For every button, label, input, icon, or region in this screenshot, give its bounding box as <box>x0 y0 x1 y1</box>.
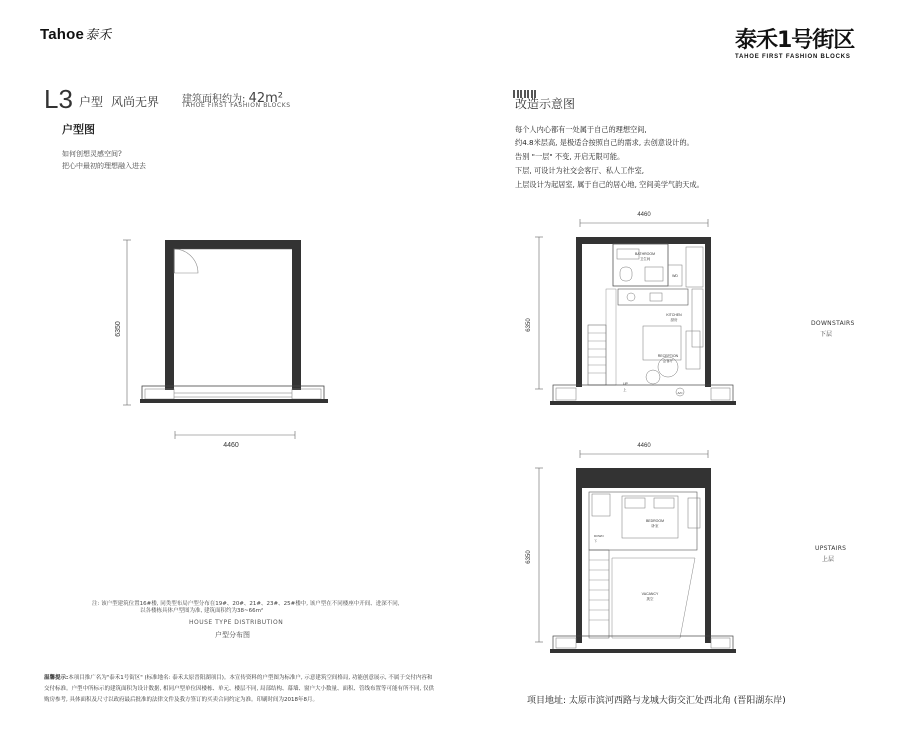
disclaimer-text: 本项目推广名为"泰禾1号街区" (标准地名: 泰禾太原晋阳湖项目)。本宣传资料的户型图为标准户, 示意建筑空间格局, 功能创意展示, 不属于交付内容和交付标准。户型中所标示的建筑面积为设计数据, 相同户型单位因楼栋、单元、楼层不同, 局部结构、幕墙、窗户大小数量、面积、管线布置等可能有所不同, 仅供购房参考, 具体面积及尺寸以政府最后批准的法律文件及我方签订的买卖合同约定为准。印刷时间为2018年8月。 <box>44 675 434 703</box>
reception-label-cn: 会客厅 <box>662 359 674 363</box>
kitchen-label-cn: 厨房 <box>670 318 678 322</box>
brand-cn: 泰禾 <box>85 28 112 43</box>
up-label-cn: 上 <box>623 388 627 392</box>
project-logo-cn: 泰禾1号街区 <box>735 28 855 53</box>
bathroom-label-cn: 卫生间 <box>639 257 651 261</box>
distribution-title-en: HOUSE TYPE DISTRIBUTION <box>189 619 284 626</box>
down-label-cn: 下 <box>594 539 598 543</box>
downstairs-floor-plan <box>510 205 740 420</box>
vacancy-label-en: VACANCY <box>641 592 659 596</box>
downstairs-label-cn: 下层 <box>820 331 833 338</box>
renovation-desc-3: 告别 "一层" 不变, 开启无限可能。 <box>515 152 625 161</box>
upstairs-floor-plan <box>510 432 740 657</box>
poem-line-2: 把心中最初的理想融入进去 <box>62 162 146 170</box>
distribution-note-1: 注: 该户型建筑位置16#楼, 同类型布局户型分布在19#、20#、21#、23#、25#楼中, 该户型在不同楼座中开间、进深不同, <box>92 601 400 607</box>
renovation-desc-2: 约4.8米层高, 是极适合按照自己的需求, 去创意设计的。 <box>515 138 694 147</box>
downstairs-label-en: DOWNSTAIRS <box>811 320 855 327</box>
disclaimer <box>44 673 434 706</box>
kitchen-label-en: KITCHEN <box>666 313 682 317</box>
project-subtitle-en: TAHOE FIRST FASHION BLOCKS <box>182 102 291 109</box>
renovation-desc-4: 下层, 可设计为社交会客厅、私人工作室, <box>515 166 645 175</box>
wd-label: WD <box>672 274 678 278</box>
upstairs-label-en: UPSTAIRS <box>815 545 847 552</box>
ac-label: A/C <box>677 391 683 395</box>
reception-label-en: RECEPTION <box>657 354 679 358</box>
plan-title: 户型图 <box>62 123 95 136</box>
bathroom-label-en: BATHROOM <box>635 252 655 256</box>
renovation-desc-1: 每个人内心都有一处属于自己的理想空间, <box>515 125 647 134</box>
up-label-en: UP <box>623 382 628 386</box>
renovation-title: 改造示意图 <box>515 97 576 111</box>
upstairs-label-cn: 上层 <box>822 556 835 563</box>
downstairs-width-dim: 4460 <box>637 212 651 218</box>
bedroom-label-en: BEDROOM <box>645 519 665 523</box>
distribution-note-2: 以各楼栋具体户型图为准, 建筑面积约为38~66m² <box>140 608 264 614</box>
poem-line-1: 如何创想灵感空间? <box>62 150 122 158</box>
bedroom-label-cn: 卧室 <box>651 524 659 528</box>
project-logo-en: TAHOE FIRST FASHION BLOCKS <box>735 54 851 60</box>
area-value: 42m² <box>248 91 283 106</box>
plan-height-dim: 6350 <box>115 321 122 337</box>
original-floor-plan <box>110 225 450 460</box>
project-address: 项目地址: 太原市滨河西路与龙城大街交汇处西北角 (晋阳湖东岸) <box>527 696 786 706</box>
decorative-bars <box>513 83 541 91</box>
plan-width-dim: 4460 <box>223 442 239 449</box>
upstairs-width-dim: 4460 <box>637 443 651 449</box>
distribution-title-cn: 户型分布图 <box>215 631 250 639</box>
vacancy-label-cn: 挑空 <box>646 597 654 601</box>
unit-name: 风尚无界 <box>111 95 160 109</box>
brand-en: Tahoe <box>40 26 85 43</box>
disclaimer-label: 温馨提示: <box>44 675 69 681</box>
project-logo <box>735 30 867 70</box>
down-label-en: DOWN <box>594 534 604 538</box>
unit-type-label: 户型 <box>79 95 104 109</box>
renovation-desc-5: 上层设计为起居室, 属于自己的居心地, 空间美学气韵天成。 <box>515 180 704 189</box>
downstairs-height-dim: 6350 <box>526 318 532 332</box>
area-label: 建筑面积约为: <box>182 94 246 105</box>
tahoe-logo <box>40 24 111 43</box>
upstairs-height-dim: 6350 <box>526 550 532 564</box>
unit-code: L3 <box>44 84 73 114</box>
